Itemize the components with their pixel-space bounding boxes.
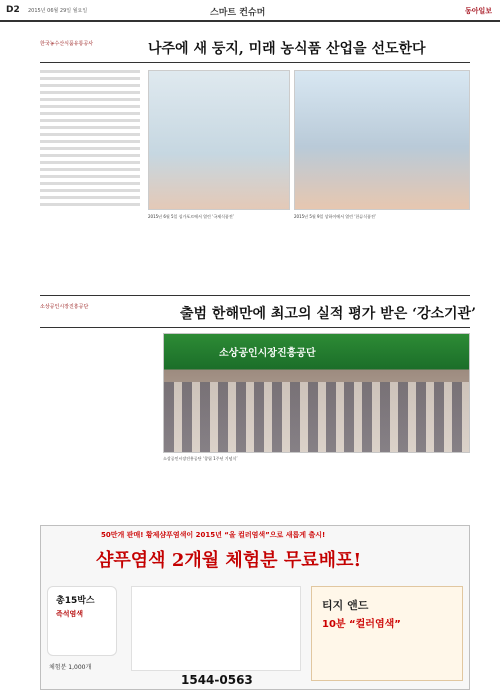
article2-headline: 출범 한해만에 최고의 실적 평가 받은 ‘강소기관’ xyxy=(180,306,476,322)
advertisement xyxy=(40,525,470,690)
ad-right-box xyxy=(311,586,463,681)
article1-photo-left xyxy=(148,70,290,210)
ad-title: 샴푸염색 2개월 체험분 무료배포! xyxy=(96,550,362,571)
article1-headline: 나주에 새 둥지, 미래 농식품 산업을 선도한다 xyxy=(148,41,426,57)
photo-people xyxy=(164,382,469,452)
ad-center-box xyxy=(131,586,301,671)
ad-phone[interactable]: 1544-0563 xyxy=(181,673,253,687)
newspaper-brand: 동아일보 xyxy=(464,7,492,15)
issue-date: 2015년 06월 29일 월요일 xyxy=(28,8,88,14)
page-header xyxy=(0,0,500,22)
article1-caption-left: 2015년 6월 5일 싱가포르에서 열린 ‘국제식품전’ xyxy=(148,214,234,219)
section-title: 스마트 컨슈머 xyxy=(210,8,266,18)
article1-rule xyxy=(40,62,470,63)
article1-source: 한국농수산식품유통공사 xyxy=(40,41,94,47)
article1-text xyxy=(40,70,140,210)
ad-right-subtitle: 10분 “컬러염색” xyxy=(322,619,401,630)
article2-rule xyxy=(40,327,470,328)
page-number: D2 xyxy=(6,5,20,15)
ad-label: 체험분 1,000개 xyxy=(49,664,92,671)
ad-badge-sub: 즉석염색 xyxy=(56,610,84,618)
article2-source: 소상공인시장진흥공단 xyxy=(40,304,89,310)
article1-photo-right xyxy=(294,70,470,210)
section-separator xyxy=(40,295,470,296)
ad-right-title: 티지 앤드 xyxy=(322,599,369,612)
ad-badge xyxy=(47,586,117,656)
ad-badge-title: 총15박스 xyxy=(56,596,95,606)
article1-caption-right: 2015년 5월 9일 상하이에서 열린 ‘한류식품전’ xyxy=(294,214,377,219)
article2-photo xyxy=(163,333,470,453)
ad-top-text: 50만개 판매! 황제샴푸염색이 2015년 “올 컬러염색”으로 새롭게 출시! xyxy=(101,531,326,539)
photo-banner-text: 소상공인시장진흥공단 xyxy=(219,348,316,359)
article2-caption: 소상공인시장진흥공단 ‘창립 1주년 기념식’ xyxy=(163,456,238,461)
